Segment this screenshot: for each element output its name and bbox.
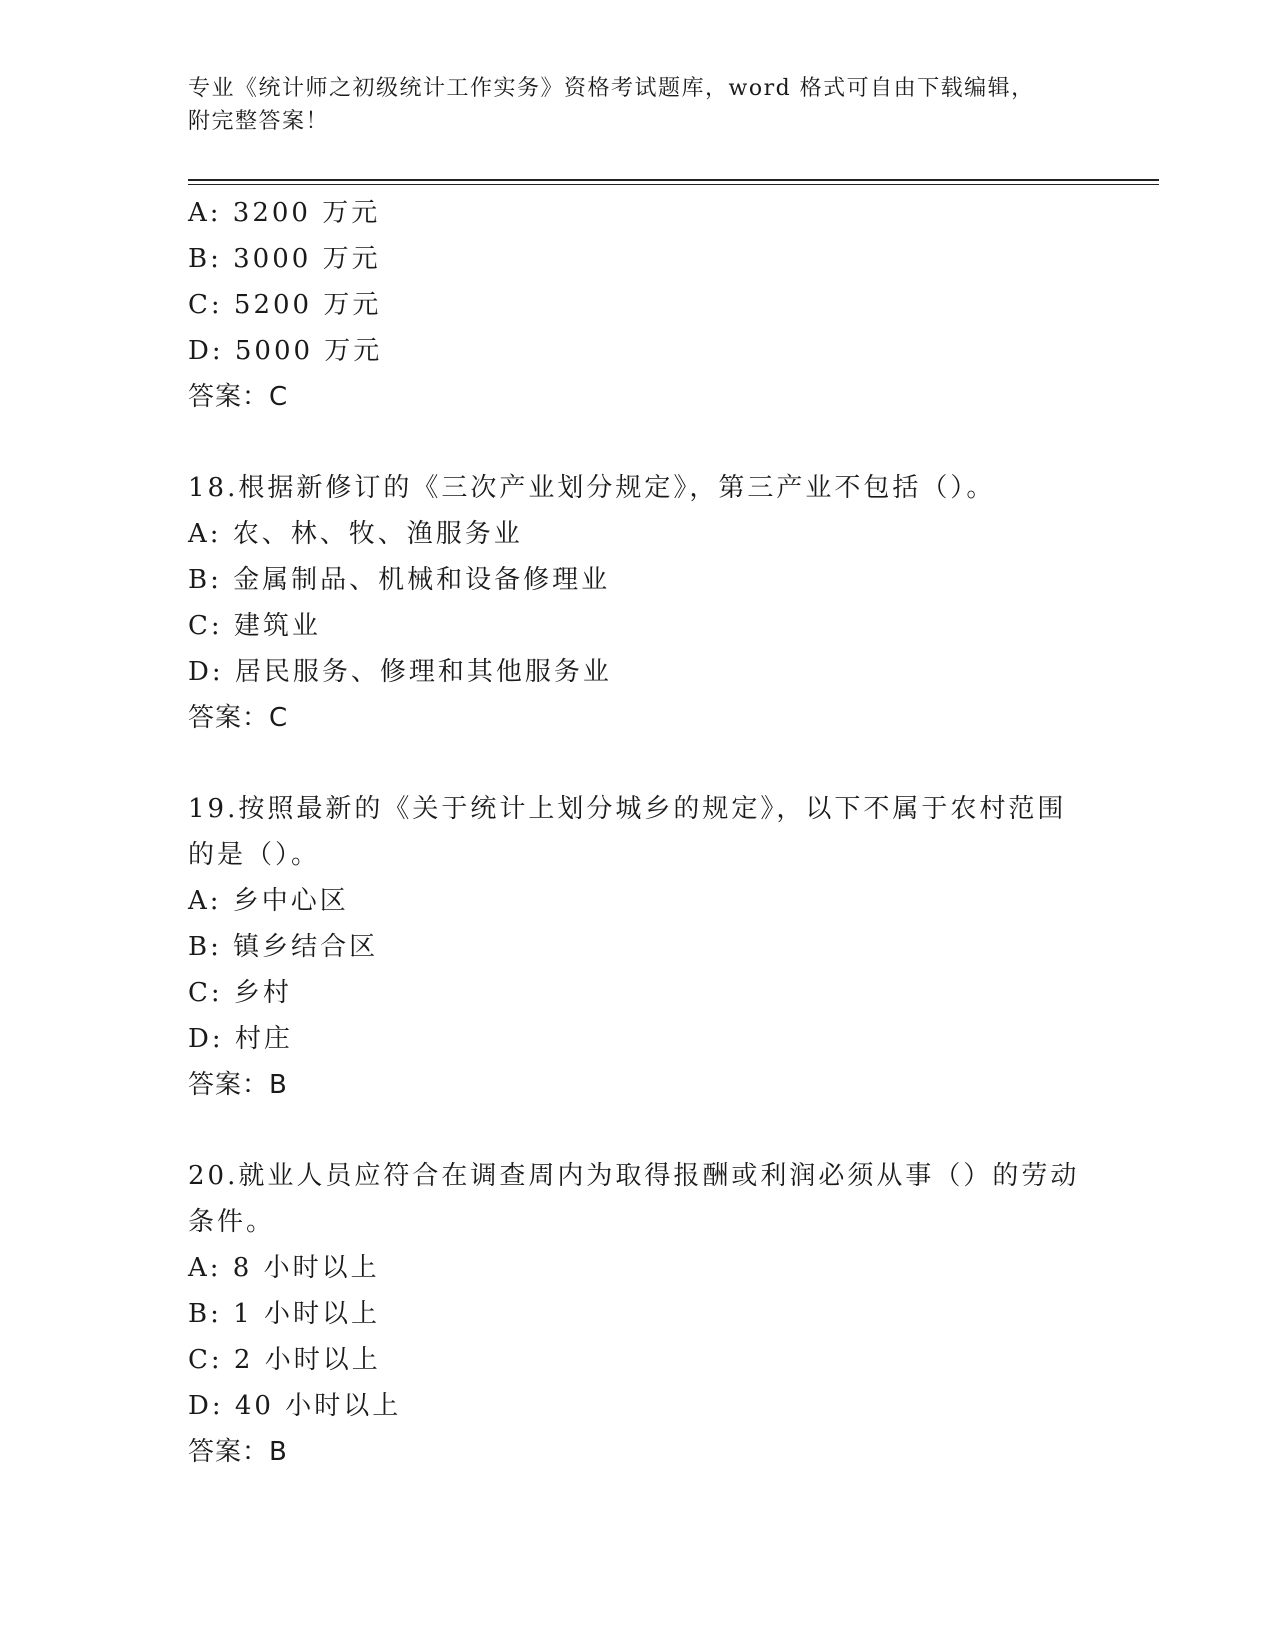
option-c: C: 建筑业 [188, 611, 321, 641]
spacer [188, 420, 1088, 465]
answer-line: 答案：C [188, 703, 289, 733]
option-a: A: 8 小时以上 [188, 1253, 380, 1283]
spacer [188, 1108, 1088, 1153]
question-text-line-2: 的是（）。 [188, 840, 321, 870]
option-d: D: 村庄 [188, 1024, 293, 1054]
option-b: B: 1 小时以上 [188, 1299, 380, 1329]
question-20 [188, 1153, 1088, 1475]
option-d: D: 居民服务、修理和其他服务业 [188, 657, 612, 687]
option-a: A: 农、林、牧、渔服务业 [188, 519, 523, 549]
option-a: A: 乡中心区 [188, 886, 349, 916]
header-line-2: 附完整答案！ [188, 109, 330, 134]
header-line-1: 专业《统计师之初级统计工作实务》资格考试题库，word 格式可自由下载编辑， [188, 76, 1035, 101]
option-c: C: 乡村 [188, 978, 292, 1008]
question-text: 18.根据新修订的《三次产业划分规定》，第三产业不包括（）。 [188, 473, 996, 503]
document-header [188, 72, 1088, 138]
header-rule-thin [188, 184, 1159, 185]
question-18 [188, 465, 1088, 741]
spacer [188, 741, 1088, 786]
answer-line: 答案：B [188, 1437, 288, 1467]
option-d: D: 5000 万元 [188, 336, 383, 366]
question-text-line-1: 19.按照最新的《关于统计上划分城乡的规定》，以下不属于农村范围 [188, 794, 1067, 824]
option-c: C: 5200 万元 [188, 290, 382, 320]
question-text-line-2: 条件。 [188, 1207, 276, 1237]
option-b: B: 3000 万元 [188, 244, 381, 274]
question-17 [188, 190, 1088, 420]
header-rule-thick [188, 179, 1159, 181]
answer-line: 答案：C [188, 382, 289, 412]
answer-line: 答案：B [188, 1070, 288, 1100]
question-text-line-1: 20.就业人员应符合在调查周内为取得报酬或利润必须从事（）的劳动 [188, 1161, 1080, 1191]
option-b: B: 镇乡结合区 [188, 932, 379, 962]
option-c: C: 2 小时以上 [188, 1345, 381, 1375]
option-d: D: 40 小时以上 [188, 1391, 402, 1421]
option-b: B: 金属制品、机械和设备修理业 [188, 565, 611, 595]
option-a: A: 3200 万元 [188, 198, 381, 228]
question-19 [188, 786, 1088, 1108]
question-list [188, 190, 1088, 1475]
